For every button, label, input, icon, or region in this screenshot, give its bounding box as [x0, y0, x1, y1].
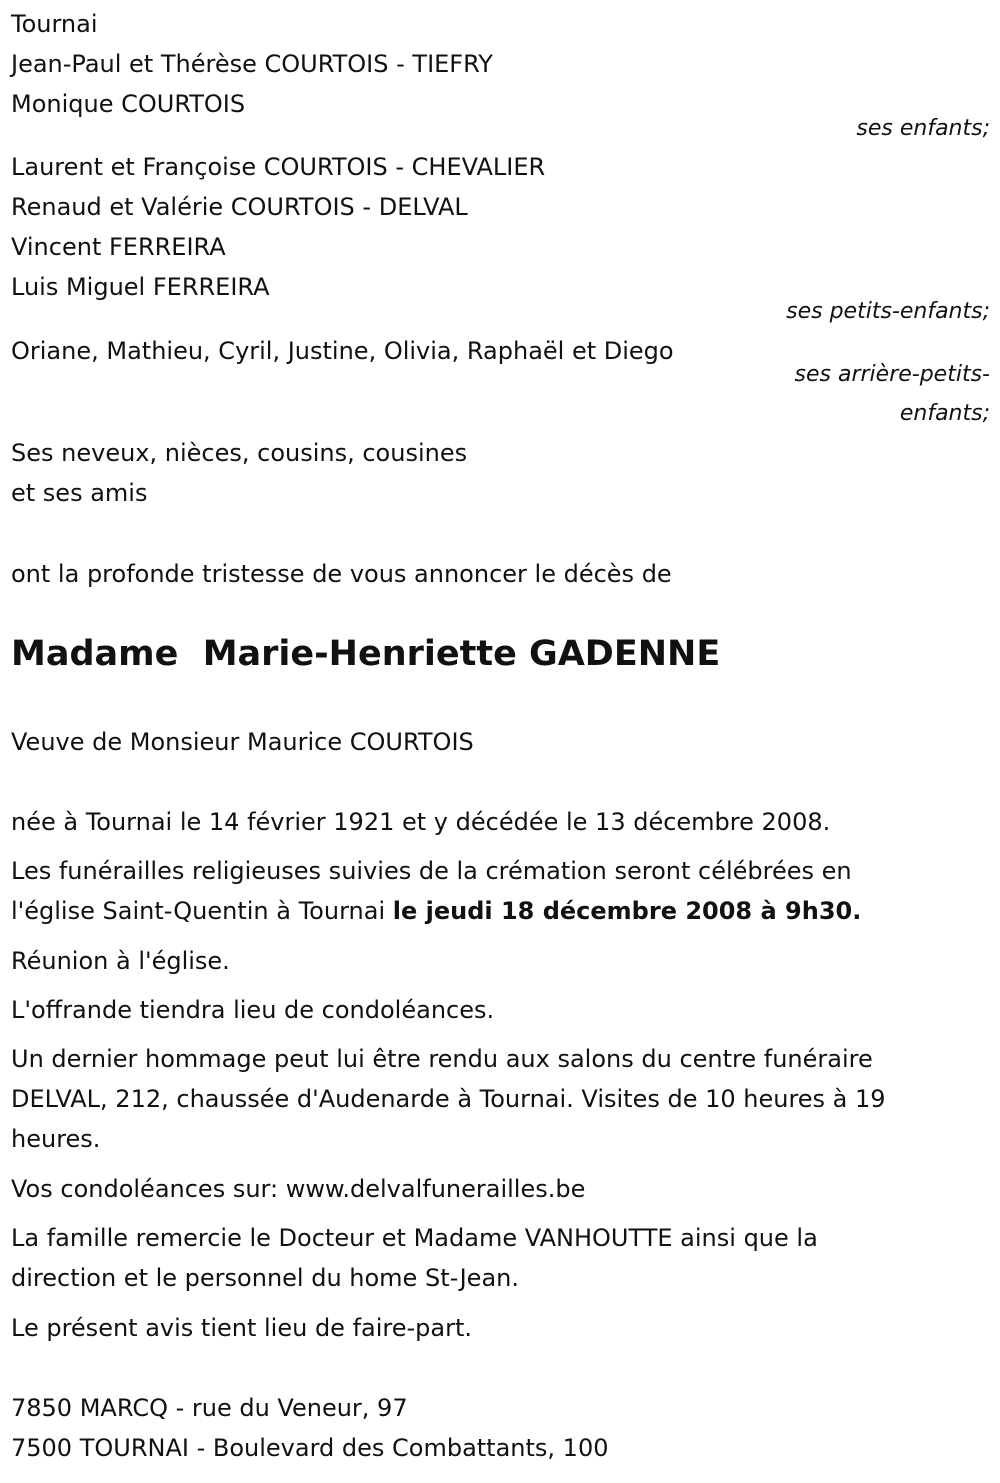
tribute-line: Un dernier hommage peut lui être rendu aux salons du centre funéraire — [11, 1045, 873, 1073]
children-label: ses enfants; — [856, 116, 990, 141]
great-grandchildren-line: Oriane, Mathieu, Cyril, Justine, Olivia, Raphaël et Diego — [11, 337, 674, 365]
address-line: 7500 TOURNAI - Boulevard des Combattants, 100 — [11, 1434, 609, 1462]
relatives-line: Ses neveux, nièces, cousins, cousines — [11, 439, 468, 467]
address-line: 7850 MARCQ - rue du Veneur, 97 — [11, 1394, 408, 1422]
thanks-line: La famille remercie le Docteur et Madame VANHOUTTE ainsi que la — [11, 1224, 818, 1252]
grandchild-line: Renaud et Valérie COURTOIS - DELVAL — [11, 193, 468, 221]
offering-line: L'offrande tiendra lieu de condoléances. — [11, 996, 495, 1024]
funeral-location: l'église Saint-Quentin à Tournai — [11, 897, 393, 925]
tribute-line: heures. — [11, 1125, 101, 1153]
meeting-line: Réunion à l'église. — [11, 947, 230, 975]
tribute-line: DELVAL, 212, chaussée d'Audenarde à Tournai. Visites de 10 heures à 19 — [11, 1085, 886, 1113]
announcement-intro: ont la profonde tristesse de vous annoncer le décès de — [11, 560, 672, 588]
great-grandchildren-label: ses arrière-petits- — [794, 362, 990, 387]
grandchild-line: Luis Miguel FERREIRA — [11, 273, 270, 301]
grandchildren-label: ses petits-enfants; — [786, 299, 990, 324]
condolences-line: Vos condoléances sur: www.delvalfunerailles.be — [11, 1175, 586, 1203]
grandchild-line: Laurent et Françoise COURTOIS - CHEVALIER — [11, 153, 546, 181]
notice-line: Le présent avis tient lieu de faire-part. — [11, 1314, 473, 1342]
funeral-line — [11, 895, 861, 927]
child-line: Monique COURTOIS — [11, 90, 246, 118]
deceased-name: Madame Marie-Henriette GADENNE — [11, 634, 721, 674]
birth-death-line: née à Tournai le 14 février 1921 et y décédée le 13 décembre 2008. — [11, 808, 831, 836]
widow-of-line: Veuve de Monsieur Maurice COURTOIS — [11, 728, 474, 756]
grandchild-line: Vincent FERREIRA — [11, 233, 226, 261]
great-grandchildren-label-continued: enfants; — [899, 401, 990, 426]
funeral-date: le jeudi 18 décembre 2008 à 9h30. — [392, 897, 862, 925]
thanks-line: direction et le personnel du home St-Jean. — [11, 1264, 519, 1292]
child-line: Jean-Paul et Thérèse COURTOIS - TIEFRY — [11, 50, 493, 78]
funeral-line: Les funérailles religieuses suivies de la crémation seront célébrées en — [11, 857, 852, 885]
city-line: Tournai — [11, 10, 98, 38]
relatives-line: et ses amis — [11, 479, 148, 507]
